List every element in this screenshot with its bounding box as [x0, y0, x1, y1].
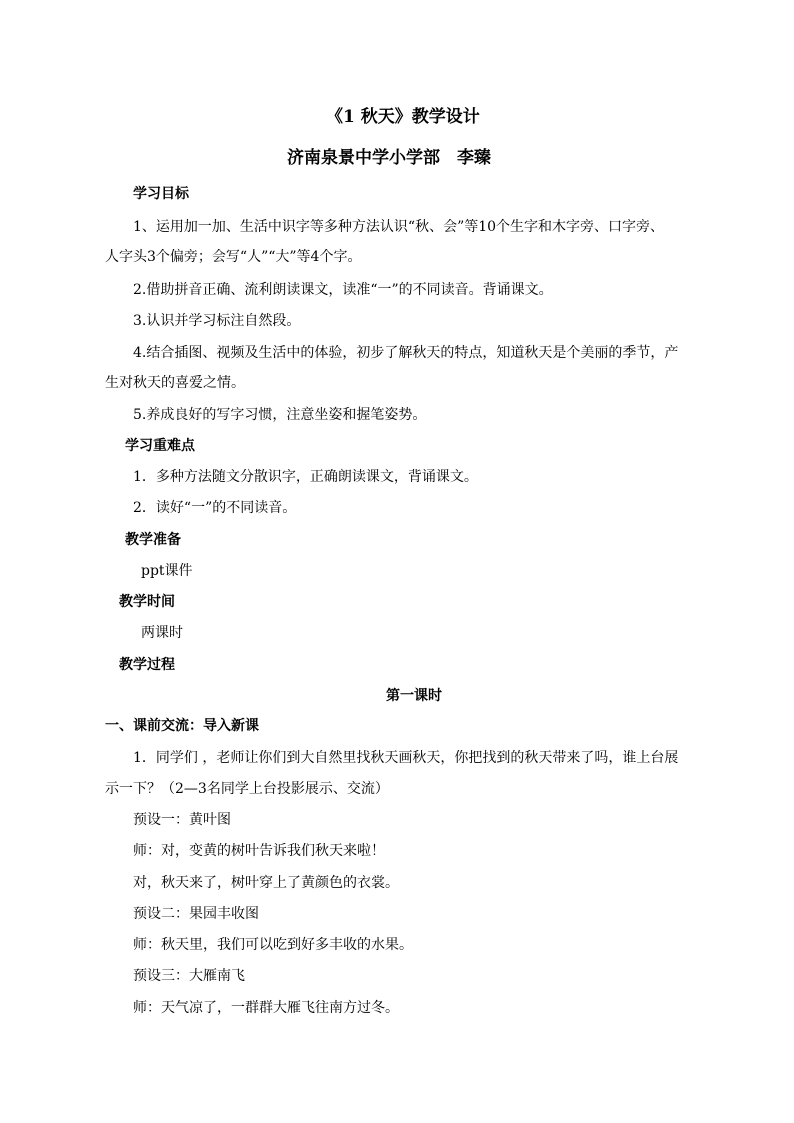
process-heading: 教学过程: [119, 657, 175, 673]
goal-2: 2.借助拼音正确、流利朗读课文，读准“一”的不同读音。背诵课文。: [133, 282, 553, 298]
goal-3: 3.认识并学习标注自然段。: [133, 313, 301, 329]
difficulty-1: 1．多种方法随文分散识字，正确朗读课文，背诵课文。: [133, 469, 478, 485]
time-heading: 教学时间: [119, 594, 175, 610]
preparation-content: ppt课件: [141, 563, 193, 579]
teacher-line-1: 师：对，变黄的树叶告诉我们秋天来啦！: [133, 843, 385, 859]
teacher-line-3: 师：天气凉了，一群群大雁飞往南方过冬。: [133, 1000, 399, 1016]
preset-1: 预设一：黄叶图: [133, 812, 231, 828]
goal-4-line-1: 4.结合插图、视频及生活中的体验，初步了解秋天的特点，知道秋天是个美丽的季节，产: [133, 345, 679, 361]
lesson-title: 第一课时: [386, 688, 442, 704]
preset-3: 预设三：大雁南飞: [133, 968, 245, 984]
difficulties-heading: 学习重难点: [125, 438, 195, 454]
time-content: 两课时: [141, 625, 183, 641]
document-author: 济南泉景中学小学部 李臻: [287, 148, 491, 168]
difficulty-2: 2．读好“一”的不同读音。: [133, 500, 297, 516]
preparation-heading: 教学准备: [125, 532, 181, 548]
section-1-heading: 一、课前交流：导入新课: [105, 718, 259, 734]
goal-1-line-2: 人字头3个偏旁；会写“人”“大”等4个字。: [105, 249, 362, 265]
followup-line-1: 对，秋天来了，树叶穿上了黄颜色的衣裳。: [133, 875, 399, 891]
goal-1-line-1: 1、运用加一加、生活中识字等多种方法认识“秋、会”等10个生字和木字旁、口字旁、: [133, 219, 665, 235]
paragraph-1-line-1: 1．同学们 ，老师让你们到大自然里找秋天画秋天，你把找到的秋天带来了吗，谁上台展: [133, 750, 679, 766]
preset-2: 预设二：果园丰收图: [133, 906, 259, 922]
teacher-line-2: 师：秋天里，我们可以吃到好多丰收的水果。: [133, 937, 413, 953]
document-title: 《1 秋天》教学设计: [326, 107, 480, 127]
goal-5: 5.养成良好的写字习惯，注意坐姿和握笔姿势。: [133, 407, 427, 423]
goals-heading: 学习目标: [133, 186, 189, 202]
goal-4-line-2: 生对秋天的喜爱之情。: [105, 375, 245, 391]
paragraph-1-line-2: 示一下？（2—3名同学上台投影展示、交流）: [105, 781, 389, 797]
